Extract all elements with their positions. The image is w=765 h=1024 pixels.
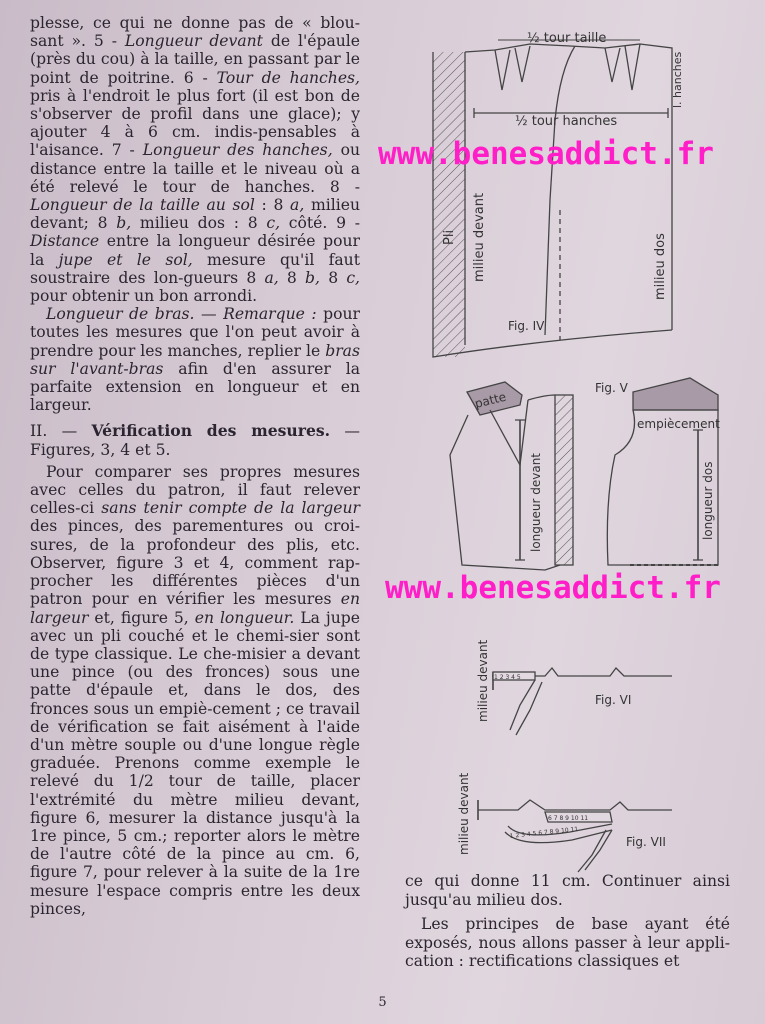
fig4-label-l-hanches: l. hanches [671, 51, 684, 108]
fig6-caption: Fig. VI [595, 693, 632, 707]
italic-run: Longueur des hanches, [142, 141, 333, 160]
paragraph-measurements: plesse, ce qui ne donne pas de « blou-sant ». 5 - Longueur devant de l'épaule (près du cou) à la taille, en passant par le point de poitrine. 6 - Tour de hanches, pris à l'endroit le plus fort (il est bon de s'observer de profil dans une glace); y ajouter 4 à 6 cm. indis-pensables à l'aisance. 7 - Longueur des hanches, ou distance entre la taille et le niveau où a été relevé le tour de hanches. 8 - Longueur de la taille au sol : 8 a, milieu devant; 8 b, milieu dos : 8 c, côté. 9 - Distance entre la longueur désirée pour la jupe et le sol, mesure qu'il faut soustraire des lon-gueurs 8 a, 8 b, 8 c, pour obtenir un bon arrondi. [30, 14, 361, 306]
italic-run: sans tenir compte de la largeur [101, 499, 360, 518]
fig6-label-milieu-devant: milieu devant [476, 639, 490, 722]
fig5-label-longueur-dos: longueur dos [701, 461, 715, 540]
fig4-caption: Fig. IV [508, 319, 545, 333]
fig7-label-milieu-devant: milieu devant [457, 772, 471, 855]
fig5-caption: Fig. V [595, 381, 628, 395]
paragraph-principles: Les principes de base ayant été exposés, nous allons passer à leur appli-cation : rectifications classiques et [405, 915, 730, 970]
fig5-label-longueur-devant: longueur devant [529, 452, 543, 552]
watermark-text-bottom: www.benesaddict.fr [385, 570, 721, 606]
fig7-scale-bottom: 1 2 3 4 5 6 7 8 9 10 11 [509, 825, 579, 840]
italic-run: en longueur. [194, 608, 295, 627]
right-text-column [405, 872, 730, 971]
fig4-label-hanches: ½ tour hanches [515, 114, 618, 129]
italic-run: en largeur [30, 590, 360, 627]
page-number: 5 [378, 995, 387, 1010]
italic-run: c, [266, 214, 281, 233]
paragraph-arm-length: Longueur de bras. — Remarque : pour toutes les mesures que l'on peut avoir à prendre pour les manches, replier le bras sur l'avant-bras afin d'en assurer la parfaite extension en longueur et en largeur. [30, 305, 361, 415]
italic-run: Distance [30, 232, 100, 251]
watermark-text-top: www.benesaddict.fr [378, 136, 714, 172]
italic-run: c, [346, 268, 361, 287]
fig5-label-empiecement: empiècement [637, 417, 720, 431]
italic-run: jupe et le sol, [58, 250, 193, 269]
italic-run: Longueur devant [124, 32, 263, 51]
italic-run: a, [264, 268, 279, 287]
paragraph-verification: Pour comparer ses propres mesures avec celles du patron, il faut relever celles-ci sans tenir compte de la largeur des pinces, des parementures ou croi-sures, de la profondeur des plis, etc. Observer, figure 3 et 4, comment rap-procher les différentes pièces d'un patron pour en vérifier les mesures en largeur et, figure 5, en longueur. La jupe avec un pli couché et le chemi-sier sont de type classique. Le che-misier a devant une pince (ou des fronces) sous une patte d'épaule et, dans le dos, des fronces sous un empiè-cement ; ce travail de vérification se fait aisément à l'aide d'un mètre souple ou d'une longue règle graduée. Prenons comme exemple le relevé du 1/2 tour de taille, placer l'extrémité du mètre milieu devant, figure 6, mesurer la distance jusqu'à la 1re pince, 5 cm.; reporter alors le mètre de l'autre côté de la pince au cm. 6, figure 7, pour relever à la suite de la 1re mesure l'espace compris entre les deux pinces, [30, 462, 361, 918]
italic-run: Longueur de la taille au sol [30, 196, 255, 215]
fig4-label-pli: Pli [442, 229, 457, 245]
italic-run: bras sur l'avant-bras [30, 341, 360, 378]
paragraph-continue: ce qui donne 11 cm. Continuer ainsi jusqu'au milieu dos. [405, 872, 730, 909]
italic-run: b, [305, 268, 320, 287]
fig4-label-milieu-devant: milieu devant [472, 192, 487, 282]
fig7-caption: Fig. VII [626, 835, 666, 849]
fig7-scale-top: 6 7 8 9 10 11 [548, 815, 589, 822]
section-heading: II. — Vérification des mesures. — Figures, 3, 4 et 5. [30, 421, 360, 459]
fig6-scale: 1 2 3 4 5 [494, 674, 521, 681]
italic-run: b, [116, 214, 132, 233]
figure-4-skirt [433, 40, 672, 357]
fig4-label-milieu-dos: milieu dos [653, 233, 668, 300]
italic-run: Tour de hanches, [216, 68, 361, 87]
fig5-label-patte: patte [473, 389, 508, 411]
italic-run: a, [290, 196, 305, 215]
italic-run: Longueur de bras. — Remarque : [46, 305, 317, 324]
fig4-label-tour-taille: ½ tour taille [527, 31, 607, 46]
